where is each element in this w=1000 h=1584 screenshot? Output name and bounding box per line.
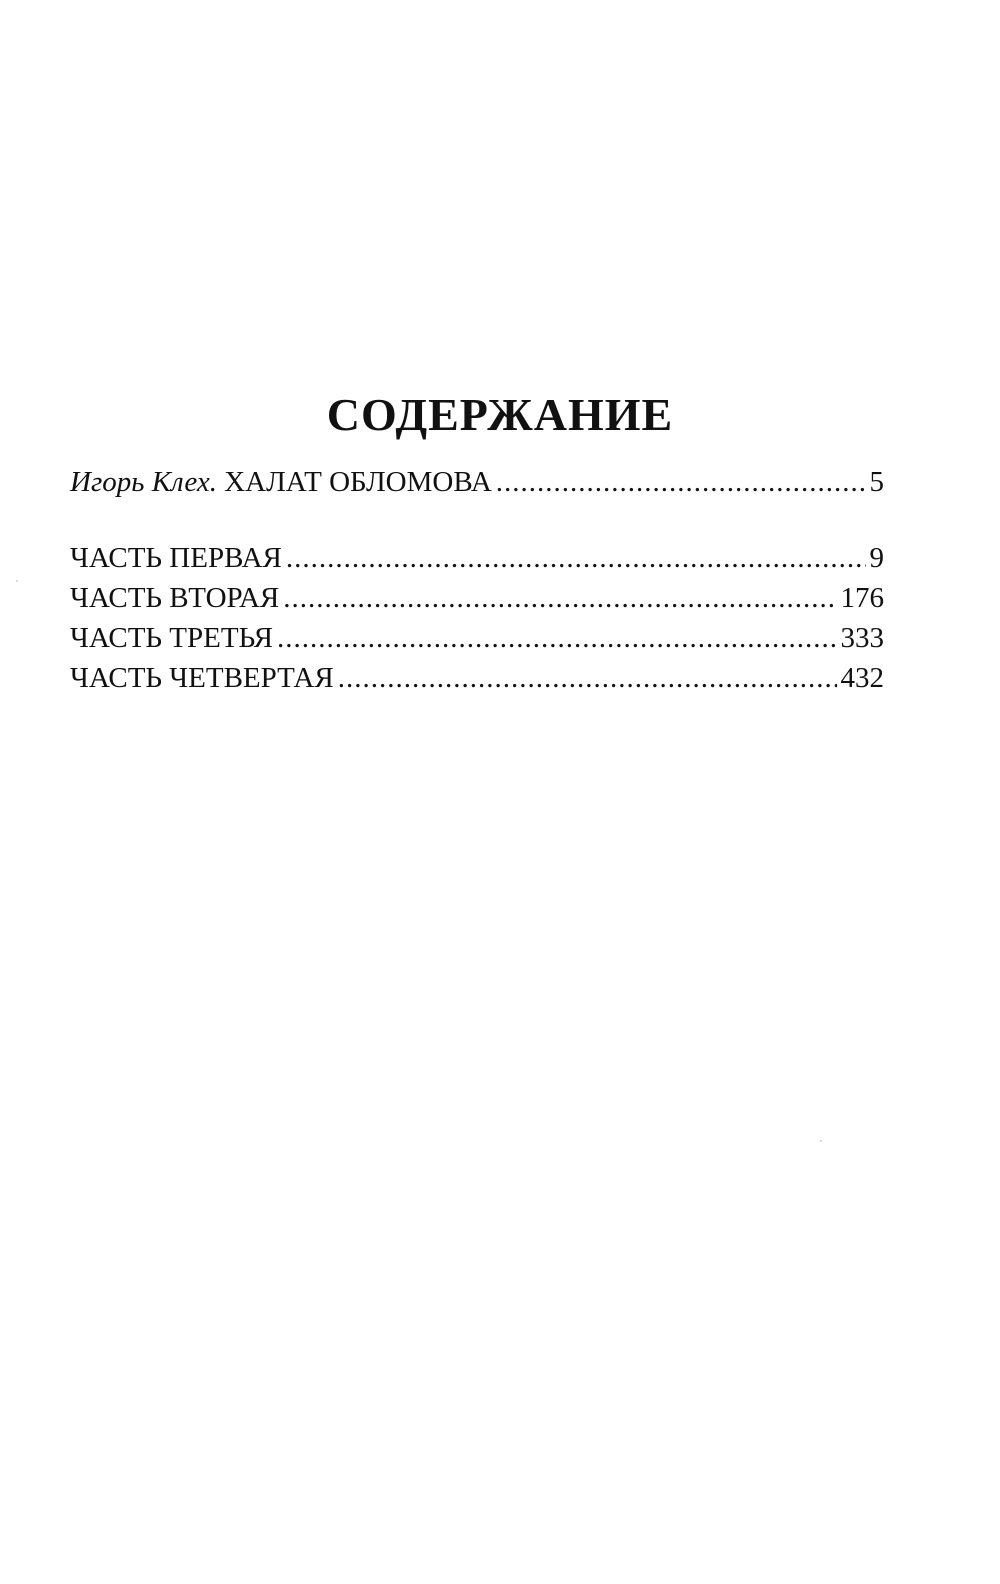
toc-entry-part-1[interactable] <box>70 538 884 578</box>
dot-leader <box>338 658 837 698</box>
toc-entry-part-2[interactable] <box>70 578 884 618</box>
dot-leader <box>496 462 866 502</box>
toc-entry-label <box>70 462 492 502</box>
toc-entry-page: 5 <box>869 466 884 498</box>
toc-entry-author: Игорь Клех. <box>70 466 217 498</box>
dot-leader <box>277 618 836 658</box>
scan-speck <box>820 1140 822 1142</box>
toc-entry-label: ЧАСТЬ ВТОРАЯ <box>70 582 280 614</box>
toc-entry-page: 432 <box>840 662 884 694</box>
toc-entry-label: ЧАСТЬ ПЕРВАЯ <box>70 542 282 574</box>
toc-entry-label: ЧАСТЬ ТРЕТЬЯ <box>70 622 274 654</box>
toc-entry-title: ХАЛАТ ОБЛОМОВА <box>224 466 492 498</box>
scan-speck <box>16 580 18 582</box>
dot-leader <box>283 578 836 618</box>
page-title: СОДЕРЖАНИЕ <box>326 389 674 440</box>
toc-entry-page: 333 <box>840 622 884 654</box>
toc-entry-part-4[interactable] <box>70 658 884 698</box>
toc-entry-intro[interactable] <box>70 462 884 502</box>
table-of-contents <box>70 462 884 698</box>
toc-entry-label: ЧАСТЬ ЧЕТВЕРТАЯ <box>70 662 334 694</box>
dot-leader <box>286 538 866 578</box>
toc-entry-part-3[interactable] <box>70 618 884 658</box>
toc-entry-page: 9 <box>869 542 884 574</box>
toc-entry-page: 176 <box>840 582 884 614</box>
